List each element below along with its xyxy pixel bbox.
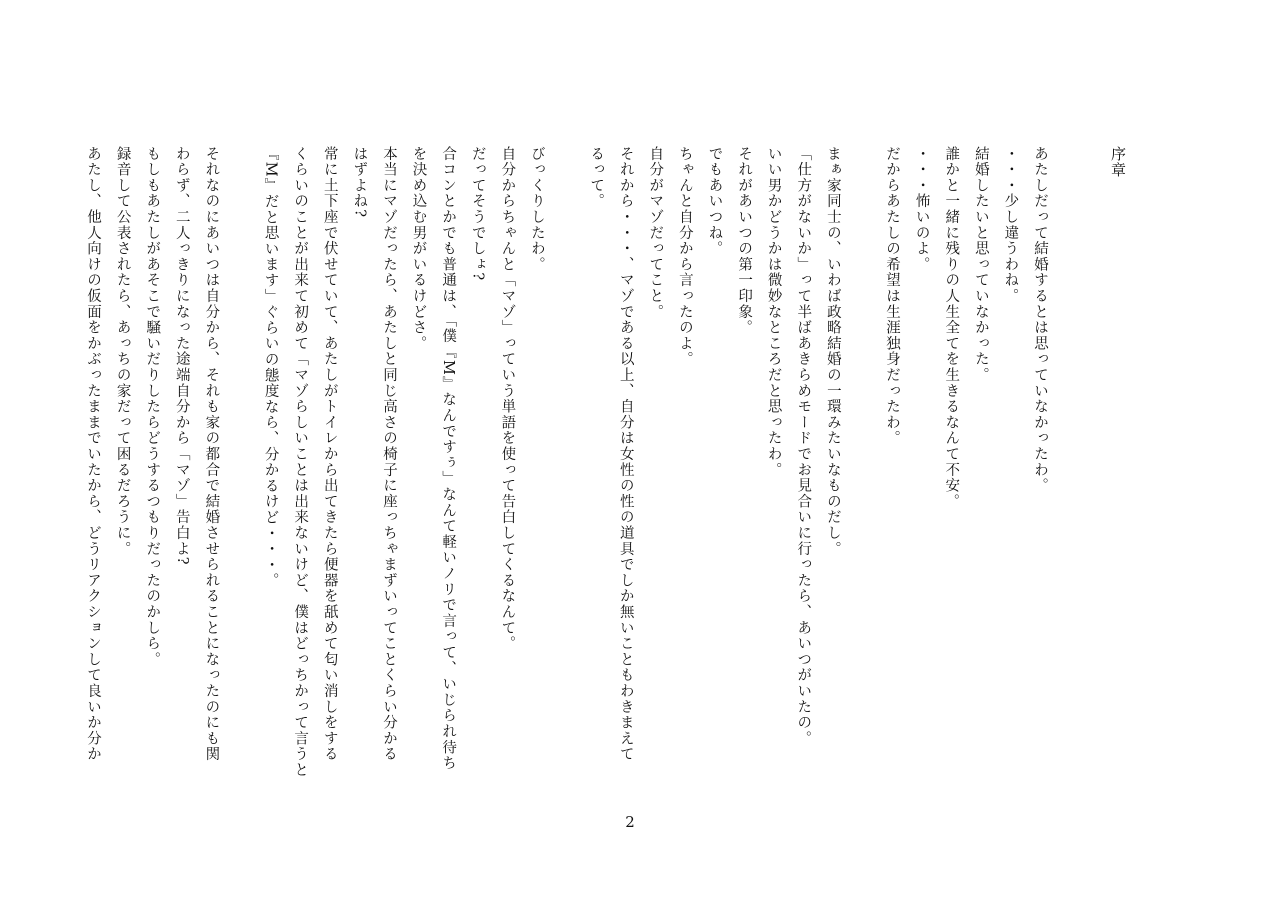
chapter-title: 序章 — [1109, 146, 1127, 178]
page-number: 2 — [625, 813, 635, 831]
text-line: 自分がマゾだってこと。 — [647, 146, 664, 320]
text-line: 常に土下座で伏せていて、あたしがトイレから出てきたら便器を舐めて匂い消しをする — [321, 146, 338, 763]
blank-line — [847, 146, 877, 786]
text-line: わらず、二人っきりになった途端自分から「マゾ」告白よ? — [173, 146, 190, 566]
text-line: もしもあたしがあそこで騒いだりしたらどうするつもりだったのかしら。 — [144, 146, 161, 668]
text-line: あたし、他人向けの仮面をかぶったままでいたから、どうリアクションして良いか分か — [85, 146, 101, 763]
text-line: だってそうでしょ? — [469, 146, 486, 282]
text-line: ・・・怖いのよ。 — [913, 146, 930, 273]
text-line: 録音して公表されたら、あっちの家だって困るだろうに。 — [114, 146, 131, 557]
text-line: それがあいつの第一印象。 — [736, 146, 753, 336]
text-line: 誰かと一緒に残りの人生全てを生きるなんて不安。 — [943, 146, 960, 510]
text-line: 『M』だと思います」ぐらいの態度なら、分かるけど・・・。 — [262, 146, 279, 589]
text-line: びっくりしたわ。 — [528, 146, 545, 273]
body-text — [85, 146, 1054, 786]
blank-line — [225, 146, 255, 786]
text-line: それなのにあいつは自分から、それも家の都合で結婚させられることになったのにも関 — [203, 146, 220, 763]
text-line: を決め込む男がいるけどさ。 — [410, 146, 427, 352]
text-line: あたしだって結婚するとは思っていなかったわ。 — [1032, 146, 1048, 494]
text-line: 自分からちゃんと「マゾ」っていう単語を使って告白してくるなんて。 — [499, 146, 516, 652]
text-line: はずよね? — [351, 146, 368, 219]
blank-line — [551, 146, 581, 786]
text-line: 合コンとかでも普通は、「僕『M』なんですぅ」なんて軽いノリで言って、いじられ待ち — [440, 146, 457, 772]
text-line: だからあたしの希望は生涯独身だったわ。 — [884, 146, 901, 447]
text-line: るって。 — [588, 146, 605, 210]
text-line: それから・・・、マゾである以上、自分は女性の性の道具でしか無いこともわきまえて — [617, 146, 634, 763]
text-line: まぁ家同士の、いわば政略結婚の一環みたいなものだし。 — [824, 146, 841, 557]
text-line: 本当にマゾだったら、あたしと同じ高さの椅子に座っちゃまずいってことくらい分かる — [380, 146, 397, 763]
text-line: 結婚したいと思っていなかった。 — [972, 146, 989, 383]
text-line: いい男かどうかは微妙なところだと思ったわ。 — [765, 146, 782, 478]
text-line: ちゃんと自分から言ったのよ。 — [676, 146, 693, 368]
text-line: 「仕方がないか」って半ばあきらめモードでお見合いに行ったら、あいつがいたの。 — [795, 146, 812, 747]
text-line: でもあいつね。 — [706, 146, 723, 257]
text-line: くらいのことが出来て初めて「マゾらしいことは出来ないけど、僕はどっちかって言うと — [292, 146, 309, 778]
text-line: ・・・少し違うわね。 — [1002, 146, 1019, 304]
